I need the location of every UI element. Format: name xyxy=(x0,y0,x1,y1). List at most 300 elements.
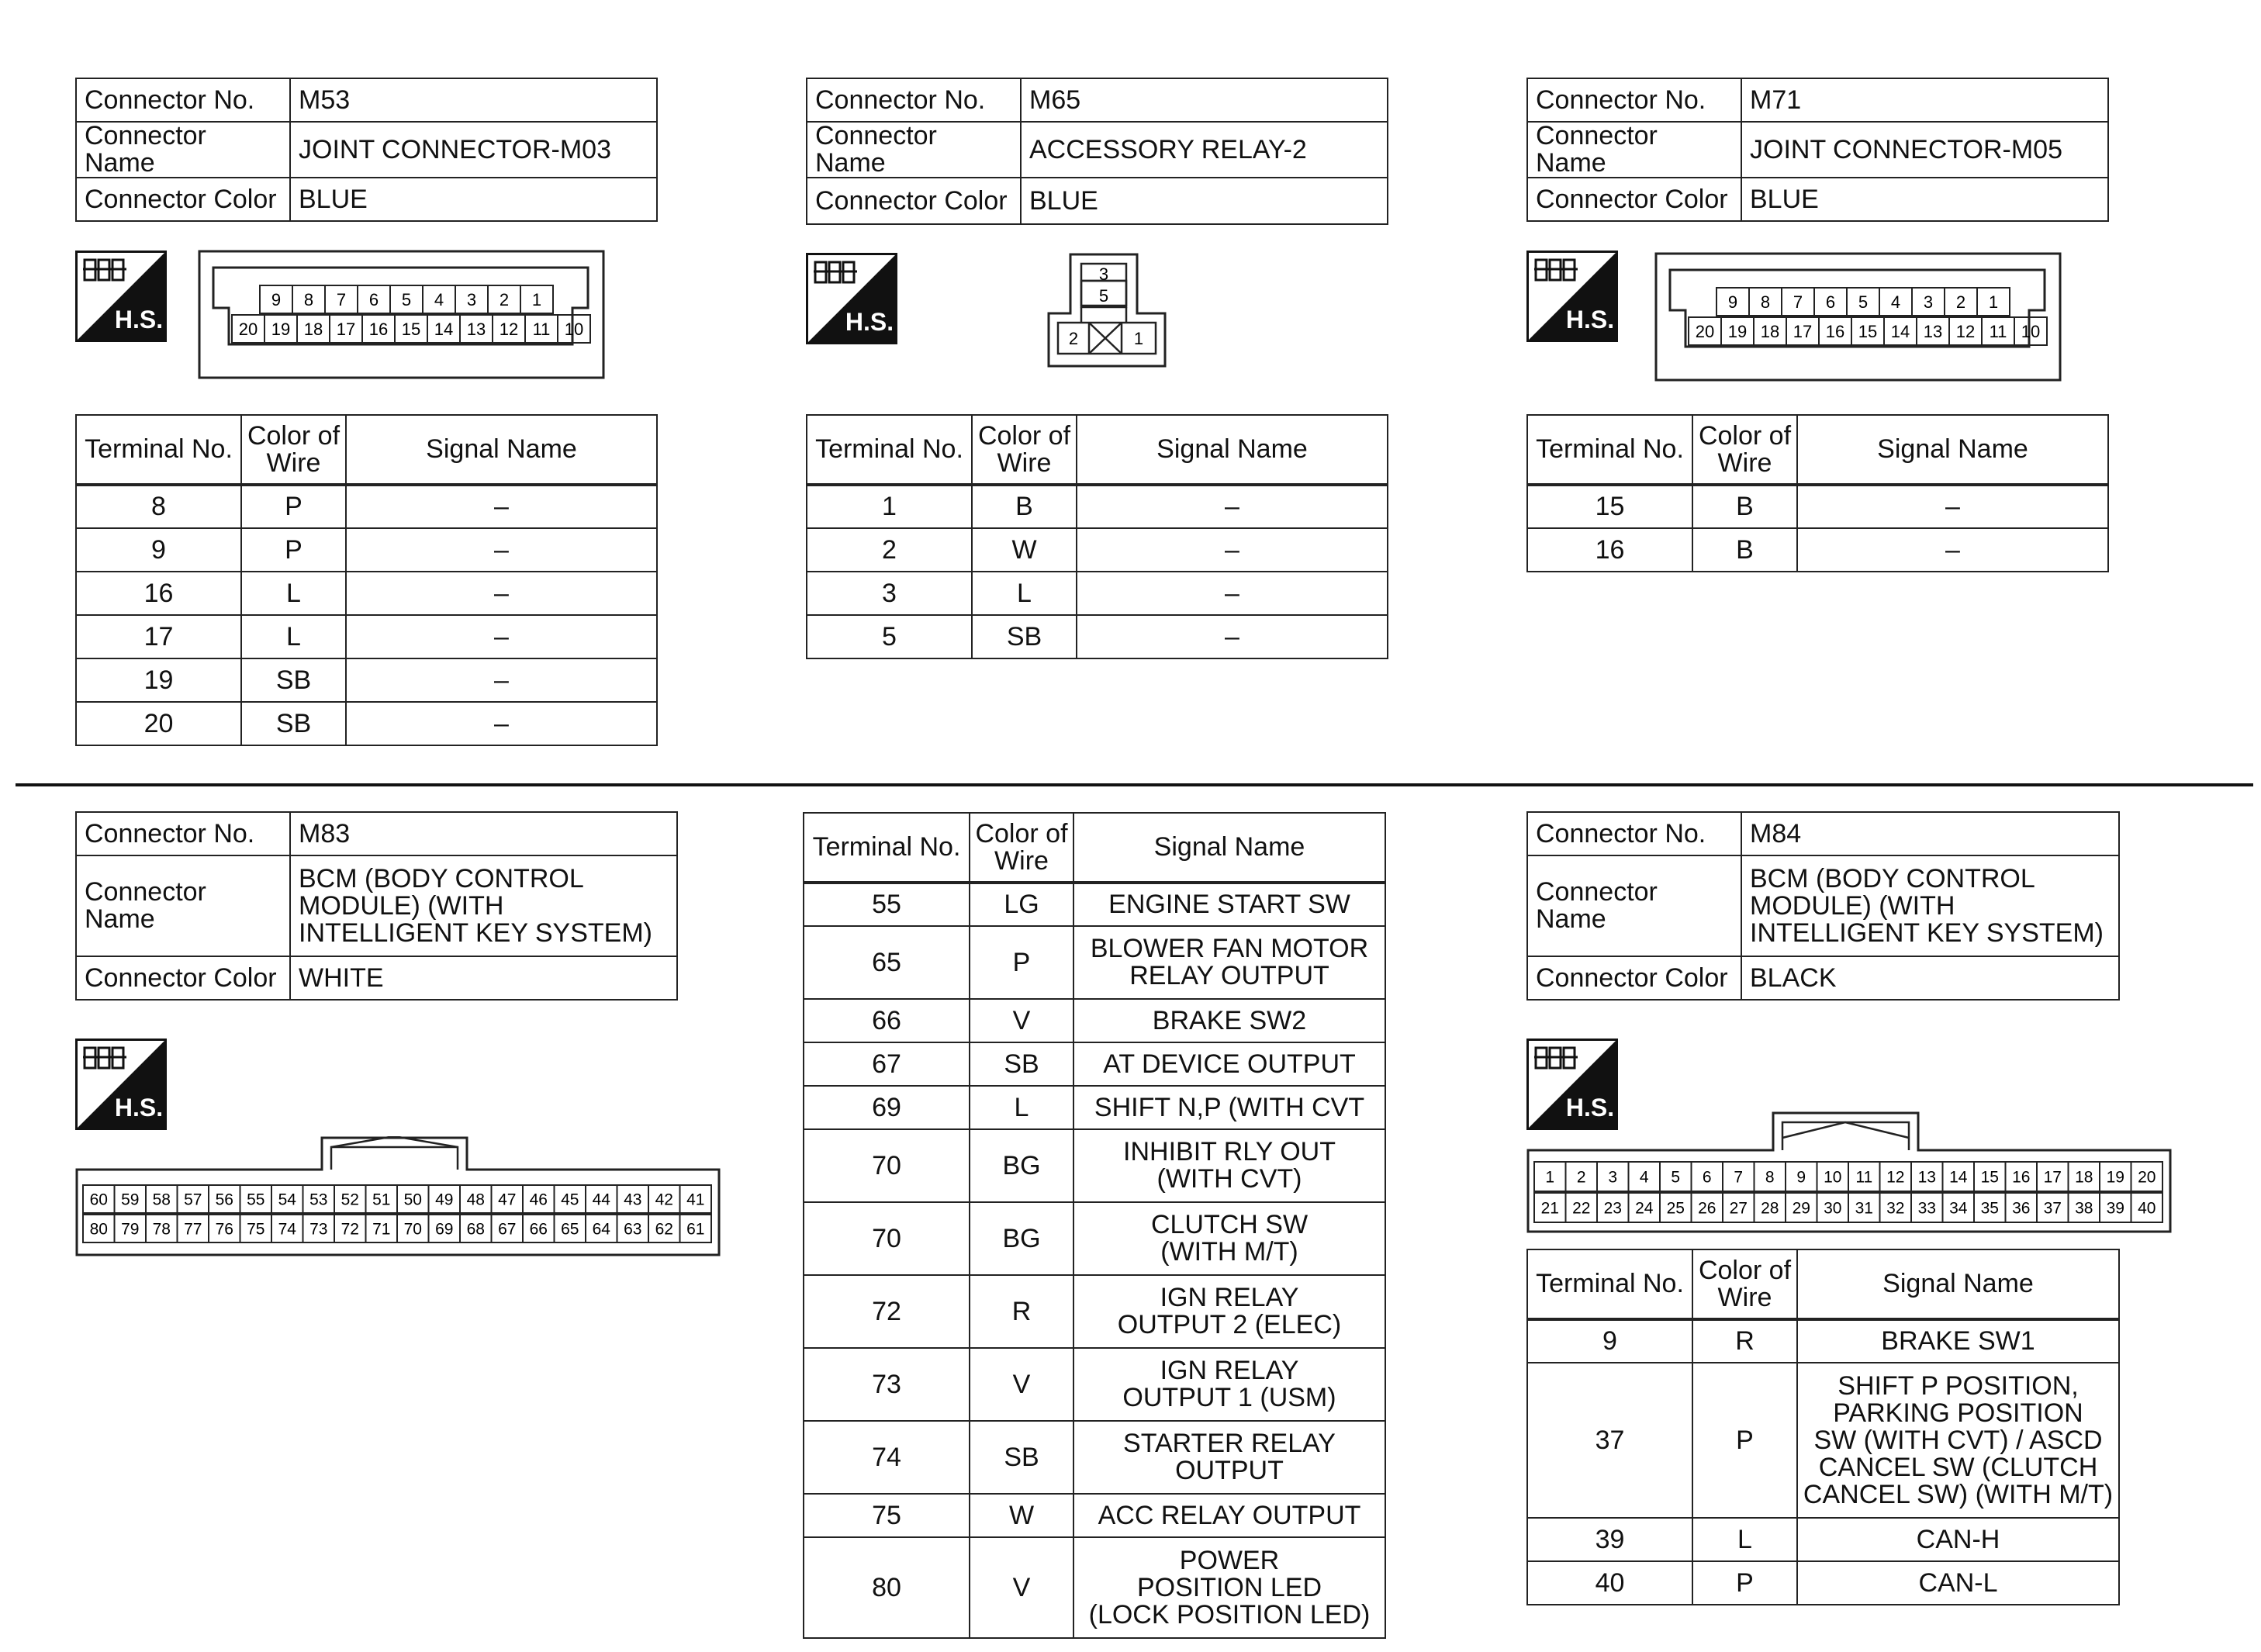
pin-label: 57 xyxy=(184,1191,202,1209)
wire-color: V xyxy=(970,1348,1073,1421)
pin-label: 53 xyxy=(309,1191,328,1209)
pin-label: 13 xyxy=(466,319,486,339)
pin-label: 54 xyxy=(278,1191,296,1209)
table-row xyxy=(76,658,657,702)
connector-no-value: M83 xyxy=(290,812,677,855)
hs-label: H.S. xyxy=(114,306,164,334)
wire-color: L xyxy=(970,1086,1073,1129)
connector-color-value: WHITE xyxy=(290,956,677,1000)
pin-label: 3 xyxy=(1098,264,1109,284)
pin-label: 25 xyxy=(1666,1199,1685,1218)
terminal-no: 39 xyxy=(1527,1518,1692,1561)
connector-info-m65 xyxy=(806,78,1388,225)
connector-no-label: Connector No. xyxy=(1527,812,1741,855)
pin-label: 11 xyxy=(1989,321,2007,341)
terminal-no-header: Terminal No. xyxy=(1527,415,1692,485)
signal-name: IGN RELAY OUTPUT 1 (USM) xyxy=(1073,1348,1385,1421)
connector-face-m83 xyxy=(75,1136,721,1256)
signal-name: – xyxy=(346,615,657,658)
pin-label: 33 xyxy=(1917,1199,1936,1218)
hs-label: H.S. xyxy=(114,1094,164,1121)
pin-label: 73 xyxy=(309,1220,328,1239)
pin-label: 2 xyxy=(1576,1168,1586,1187)
signal-name: SHIFT P POSITION, PARKING POSITION SW (WITH CVT) / ASCD CANCEL SW (CLUTCH CANCEL SW) (WITH M/T) xyxy=(1797,1363,2119,1518)
terminal-no: 66 xyxy=(804,999,970,1042)
signal-name: BRAKE SW2 xyxy=(1073,999,1385,1042)
pin-label: 7 xyxy=(1793,292,1803,312)
wire-color: LG xyxy=(970,883,1073,926)
hs-label: H.S. xyxy=(845,308,894,336)
pin-label: 75 xyxy=(247,1220,265,1239)
wire-color: SB xyxy=(241,658,346,702)
table-row xyxy=(807,572,1388,615)
pin-label: 50 xyxy=(403,1191,422,1209)
signal-name: – xyxy=(1797,485,2108,528)
pin-label: 65 xyxy=(561,1220,579,1239)
pin-label: 24 xyxy=(1635,1199,1654,1218)
pin-label: 47 xyxy=(498,1191,517,1209)
wire-color: B xyxy=(1692,528,1797,572)
terminal-no: 55 xyxy=(804,883,970,926)
connector-name-label: Connector Name xyxy=(807,122,1021,178)
terminal-table-m65 xyxy=(806,414,1388,659)
pin-label: 36 xyxy=(2012,1199,2031,1218)
pin-label: 9 xyxy=(1727,292,1738,312)
pin-label: 22 xyxy=(1572,1199,1591,1218)
pin-label: 80 xyxy=(89,1220,108,1239)
signal-name-header: Signal Name xyxy=(1077,415,1388,485)
wire-color: R xyxy=(1692,1319,1797,1363)
table-row xyxy=(804,1275,1385,1348)
terminal-no: 73 xyxy=(804,1348,970,1421)
pin-label: 67 xyxy=(498,1220,517,1239)
pin-label: 48 xyxy=(466,1191,485,1209)
signal-name-header: Signal Name xyxy=(1797,1249,2119,1319)
connector-no-value: M65 xyxy=(1021,78,1388,122)
pin-label: 19 xyxy=(1727,321,1748,341)
hs-label: H.S. xyxy=(1565,306,1615,334)
table-row xyxy=(804,1537,1385,1638)
table-row xyxy=(1527,1319,2119,1363)
pin-label: 20 xyxy=(1695,321,1715,341)
pin-label: 16 xyxy=(2012,1168,2031,1187)
pin-label: 3 xyxy=(1608,1168,1618,1187)
pin-label: 1 xyxy=(1133,329,1144,348)
terminal-no: 3 xyxy=(807,572,972,615)
wire-color: P xyxy=(970,926,1073,999)
terminal-no-header: Terminal No. xyxy=(804,813,970,883)
pin-label: 19 xyxy=(271,319,291,339)
pin-label: 6 xyxy=(1702,1168,1712,1187)
signal-name: AT DEVICE OUTPUT xyxy=(1073,1042,1385,1086)
table-row xyxy=(76,615,657,658)
pin-label: 14 xyxy=(1890,321,1910,341)
connector-info-m53 xyxy=(75,78,658,222)
table-row xyxy=(76,572,657,615)
connector-color-label: Connector Color xyxy=(76,956,290,1000)
pin-label: 38 xyxy=(2075,1199,2093,1218)
pin-label: 45 xyxy=(561,1191,579,1209)
connector-no-label: Connector No. xyxy=(807,78,1021,122)
connector-color-value: BLUE xyxy=(290,178,657,221)
pin-label: 49 xyxy=(435,1191,454,1209)
pin-label: 16 xyxy=(1825,321,1845,341)
terminal-no: 17 xyxy=(76,615,241,658)
wire-color: P xyxy=(241,485,346,528)
terminal-no: 16 xyxy=(76,572,241,615)
pin-label: 52 xyxy=(341,1191,359,1209)
pin-label: 76 xyxy=(215,1220,233,1239)
wire-color: B xyxy=(1692,485,1797,528)
connector-color-label: Connector Color xyxy=(807,178,1021,224)
terminal-no: 2 xyxy=(807,528,972,572)
pin-label: 18 xyxy=(303,319,323,339)
pin-label: 59 xyxy=(121,1191,140,1209)
pin-label: 63 xyxy=(624,1220,642,1239)
terminal-no: 1 xyxy=(807,485,972,528)
pin-label: 58 xyxy=(152,1191,171,1209)
pin-label: 19 xyxy=(2106,1168,2124,1187)
wire-color: BG xyxy=(970,1202,1073,1275)
connector-no-label: Connector No. xyxy=(76,812,290,855)
pin-label: 23 xyxy=(1603,1199,1622,1218)
pin-label: 71 xyxy=(372,1220,391,1239)
terminal-table-m53 xyxy=(75,414,658,746)
pin-label: 66 xyxy=(529,1220,548,1239)
pin-label: 62 xyxy=(655,1220,673,1239)
pin-label: 4 xyxy=(1639,1168,1649,1187)
pin-label: 15 xyxy=(1980,1168,1999,1187)
signal-name: ACC RELAY OUTPUT xyxy=(1073,1494,1385,1537)
table-row xyxy=(804,883,1385,926)
pin-label: 11 xyxy=(1855,1168,1873,1187)
signal-name-header: Signal Name xyxy=(1797,415,2108,485)
pin-label: 68 xyxy=(466,1220,485,1239)
pin-label: 5 xyxy=(401,289,412,309)
wire-color: P xyxy=(1692,1561,1797,1605)
connector-face-m71 xyxy=(1654,252,2062,382)
wire-color: V xyxy=(970,999,1073,1042)
terminal-no: 9 xyxy=(1527,1319,1692,1363)
table-row xyxy=(1527,528,2108,572)
pin-label: 37 xyxy=(2043,1199,2062,1218)
pin-label: 12 xyxy=(499,319,519,339)
pin-label: 40 xyxy=(2138,1199,2156,1218)
pin-label: 6 xyxy=(1825,292,1836,312)
signal-name: BRAKE SW1 xyxy=(1797,1319,2119,1363)
wire-color: W xyxy=(970,1494,1073,1537)
pin-label: 4 xyxy=(434,289,444,309)
pin-label: 1 xyxy=(1988,292,1999,312)
connector-no-value: M71 xyxy=(1741,78,2108,122)
connector-name-value: ACCESSORY RELAY-2 xyxy=(1021,122,1388,178)
pin-label: 28 xyxy=(1761,1199,1779,1218)
signal-name: – xyxy=(346,702,657,745)
wire-color: P xyxy=(1692,1363,1797,1518)
connector-name-label: Connector Name xyxy=(1527,855,1741,956)
connector-info-m84 xyxy=(1526,811,2120,1001)
harness-side-icon xyxy=(806,253,897,344)
wire-color-header: Color of Wire xyxy=(241,415,346,485)
pin-label: 13 xyxy=(1923,321,1943,341)
pin-label: 20 xyxy=(238,319,258,339)
pin-label: 2 xyxy=(1068,329,1079,348)
table-row xyxy=(804,1129,1385,1202)
connector-no-value: M53 xyxy=(290,78,657,122)
pin-label: 15 xyxy=(401,319,421,339)
signal-name: POWER POSITION LED (LOCK POSITION LED) xyxy=(1073,1537,1385,1638)
harness-side-icon xyxy=(75,1039,167,1130)
pin-label: 35 xyxy=(1980,1199,1999,1218)
connector-name-label: Connector Name xyxy=(76,122,290,178)
pin-label: 70 xyxy=(403,1220,422,1239)
signal-name-header: Signal Name xyxy=(346,415,657,485)
terminal-no: 75 xyxy=(804,1494,970,1537)
wire-color: L xyxy=(241,615,346,658)
signal-name: – xyxy=(346,528,657,572)
pin-label: 1 xyxy=(1545,1168,1555,1187)
table-row xyxy=(804,926,1385,999)
wire-color-header: Color of Wire xyxy=(1692,415,1797,485)
wire-color: SB xyxy=(972,615,1077,658)
pin-label: 7 xyxy=(336,289,347,309)
terminal-no: 40 xyxy=(1527,1561,1692,1605)
pin-label: 2 xyxy=(1955,292,1966,312)
table-row xyxy=(1527,1518,2119,1561)
wire-color-header: Color of Wire xyxy=(1692,1249,1797,1319)
pin-label: 51 xyxy=(372,1191,391,1209)
table-row xyxy=(804,1421,1385,1494)
wire-color: L xyxy=(1692,1518,1797,1561)
signal-name: – xyxy=(346,572,657,615)
pin-label: 5 xyxy=(1671,1168,1681,1187)
connector-info-m83 xyxy=(75,811,678,1001)
pin-label: 20 xyxy=(2138,1168,2156,1187)
signal-name: IGN RELAY OUTPUT 2 (ELEC) xyxy=(1073,1275,1385,1348)
signal-name: – xyxy=(346,658,657,702)
terminal-no: 8 xyxy=(76,485,241,528)
pin-label: 8 xyxy=(1760,292,1771,312)
signal-name: – xyxy=(1077,615,1388,658)
signal-name: ENGINE START SW xyxy=(1073,883,1385,926)
signal-name-header: Signal Name xyxy=(1073,813,1385,883)
signal-name: – xyxy=(1077,528,1388,572)
terminal-no: 16 xyxy=(1527,528,1692,572)
pin-label: 69 xyxy=(435,1220,454,1239)
wire-color: P xyxy=(241,528,346,572)
terminal-no: 80 xyxy=(804,1537,970,1638)
pin-label: 18 xyxy=(2075,1168,2093,1187)
pin-label: 5 xyxy=(1098,286,1109,306)
hs-label: H.S. xyxy=(1565,1094,1615,1121)
table-row xyxy=(804,1086,1385,1129)
pin-label: 8 xyxy=(303,289,314,309)
pin-label: 30 xyxy=(1824,1199,1842,1218)
pin-label: 6 xyxy=(368,289,379,309)
table-row xyxy=(76,528,657,572)
pin-label: 3 xyxy=(466,289,477,309)
terminal-no: 65 xyxy=(804,926,970,999)
table-row xyxy=(1527,1561,2119,1605)
connector-face-m84 xyxy=(1526,1111,2172,1233)
connector-face-m53 xyxy=(198,250,605,379)
pin-label: 11 xyxy=(532,319,551,339)
pin-label: 34 xyxy=(1949,1199,1968,1218)
connector-color-value: BLACK xyxy=(1741,956,2119,1000)
terminal-no: 72 xyxy=(804,1275,970,1348)
connector-no-label: Connector No. xyxy=(76,78,290,122)
pin-label: 16 xyxy=(368,319,389,339)
connector-name-label: Connector Name xyxy=(1527,122,1741,178)
terminal-no-header: Terminal No. xyxy=(1527,1249,1692,1319)
pin-label: 74 xyxy=(278,1220,296,1239)
pin-label: 27 xyxy=(1729,1199,1748,1218)
pin-label: 29 xyxy=(1792,1199,1810,1218)
terminal-no: 67 xyxy=(804,1042,970,1086)
pin-label: 7 xyxy=(1734,1168,1744,1187)
pin-label: 2 xyxy=(499,289,510,309)
pin-label: 46 xyxy=(529,1191,548,1209)
connector-color-label: Connector Color xyxy=(76,178,290,221)
terminal-no: 9 xyxy=(76,528,241,572)
section-divider xyxy=(16,783,2253,786)
terminal-no: 15 xyxy=(1527,485,1692,528)
signal-name: – xyxy=(1077,485,1388,528)
pin-label: 17 xyxy=(2043,1168,2062,1187)
pin-label: 44 xyxy=(592,1191,610,1209)
wire-color: L xyxy=(241,572,346,615)
signal-name: BLOWER FAN MOTOR RELAY OUTPUT xyxy=(1073,926,1385,999)
terminal-table-m71 xyxy=(1526,414,2109,572)
pin-label: 8 xyxy=(1765,1168,1775,1187)
connector-name-label: Connector Name xyxy=(76,855,290,956)
table-row xyxy=(804,999,1385,1042)
wire-color: SB xyxy=(970,1421,1073,1494)
pin-label: 61 xyxy=(686,1220,705,1239)
table-row xyxy=(804,1202,1385,1275)
terminal-no: 20 xyxy=(76,702,241,745)
pin-label: 39 xyxy=(2106,1199,2124,1218)
pin-label: 14 xyxy=(1949,1168,1968,1187)
pin-label: 10 xyxy=(564,319,584,339)
pin-label: 12 xyxy=(1886,1168,1905,1187)
connector-name-value: BCM (BODY CONTROL MODULE) (WITH INTELLIGENT KEY SYSTEM) xyxy=(1741,855,2119,956)
pin-label: 21 xyxy=(1540,1199,1559,1218)
pin-label: 78 xyxy=(152,1220,171,1239)
pin-label: 13 xyxy=(1917,1168,1936,1187)
signal-name: SHIFT N,P (WITH CVT xyxy=(1073,1086,1385,1129)
pin-label: 3 xyxy=(1923,292,1934,312)
signal-name: INHIBIT RLY OUT (WITH CVT) xyxy=(1073,1129,1385,1202)
terminal-table-m83 xyxy=(803,812,1386,1639)
table-row xyxy=(804,1348,1385,1421)
pin-label: 17 xyxy=(1793,321,1813,341)
signal-name: CAN-H xyxy=(1797,1518,2119,1561)
wire-color-header: Color of Wire xyxy=(970,813,1073,883)
harness-side-icon xyxy=(1526,251,1618,342)
wire-color-header: Color of Wire xyxy=(972,415,1077,485)
pin-label: 72 xyxy=(341,1220,359,1239)
table-row xyxy=(1527,1363,2119,1518)
pin-label: 9 xyxy=(1796,1168,1806,1187)
pin-label: 4 xyxy=(1890,292,1901,312)
table-row xyxy=(804,1042,1385,1086)
table-row xyxy=(76,485,657,528)
connector-name-value: BCM (BODY CONTROL MODULE) (WITH INTELLIGENT KEY SYSTEM) xyxy=(290,855,677,956)
terminal-no: 70 xyxy=(804,1202,970,1275)
signal-name: – xyxy=(1797,528,2108,572)
pin-label: 26 xyxy=(1698,1199,1716,1218)
wire-color: BG xyxy=(970,1129,1073,1202)
signal-name: – xyxy=(346,485,657,528)
pin-label: 60 xyxy=(89,1191,108,1209)
table-row xyxy=(1527,485,2108,528)
terminal-no: 69 xyxy=(804,1086,970,1129)
table-row xyxy=(807,528,1388,572)
wire-color: SB xyxy=(241,702,346,745)
pin-label: 10 xyxy=(2021,321,2041,341)
table-row xyxy=(76,702,657,745)
wire-color: V xyxy=(970,1537,1073,1638)
connector-no-label: Connector No. xyxy=(1527,78,1741,122)
wire-color: L xyxy=(972,572,1077,615)
pin-label: 9 xyxy=(271,289,282,309)
connector-info-m71 xyxy=(1526,78,2109,222)
pin-label: 17 xyxy=(336,319,356,339)
pin-label: 14 xyxy=(434,319,454,339)
pin-label: 77 xyxy=(184,1220,202,1239)
pin-label: 10 xyxy=(1824,1168,1842,1187)
pin-label: 42 xyxy=(655,1191,673,1209)
connector-color-label: Connector Color xyxy=(1527,178,1741,221)
pin-label: 1 xyxy=(531,289,542,309)
pin-label: 64 xyxy=(592,1220,610,1239)
wire-color: W xyxy=(972,528,1077,572)
pin-label: 15 xyxy=(1858,321,1878,341)
terminal-no: 19 xyxy=(76,658,241,702)
signal-name: – xyxy=(1077,572,1388,615)
pin-label: 12 xyxy=(1955,321,1976,341)
terminal-no-header: Terminal No. xyxy=(807,415,972,485)
harness-side-icon xyxy=(75,251,167,342)
terminal-no: 5 xyxy=(807,615,972,658)
signal-name: CLUTCH SW (WITH M/T) xyxy=(1073,1202,1385,1275)
connector-name-value: JOINT CONNECTOR-M03 xyxy=(290,122,657,178)
terminal-no: 37 xyxy=(1527,1363,1692,1518)
terminal-table-m84 xyxy=(1526,1249,2120,1605)
terminal-no: 74 xyxy=(804,1421,970,1494)
wire-color: R xyxy=(970,1275,1073,1348)
signal-name: CAN-L xyxy=(1797,1561,2119,1605)
pin-label: 56 xyxy=(215,1191,233,1209)
pin-label: 55 xyxy=(247,1191,265,1209)
signal-name: STARTER RELAY OUTPUT xyxy=(1073,1421,1385,1494)
terminal-no: 70 xyxy=(804,1129,970,1202)
pin-label: 43 xyxy=(624,1191,642,1209)
pin-label: 79 xyxy=(121,1220,140,1239)
connector-color-value: BLUE xyxy=(1741,178,2108,221)
terminal-no-header: Terminal No. xyxy=(76,415,241,485)
pin-label: 5 xyxy=(1858,292,1869,312)
pin-label: 41 xyxy=(686,1191,705,1209)
table-row xyxy=(807,485,1388,528)
table-row xyxy=(807,615,1388,658)
wire-color: SB xyxy=(970,1042,1073,1086)
wire-color: B xyxy=(972,485,1077,528)
pin-label: 18 xyxy=(1760,321,1780,341)
connector-color-value: BLUE xyxy=(1021,178,1388,224)
connector-name-value: JOINT CONNECTOR-M05 xyxy=(1741,122,2108,178)
